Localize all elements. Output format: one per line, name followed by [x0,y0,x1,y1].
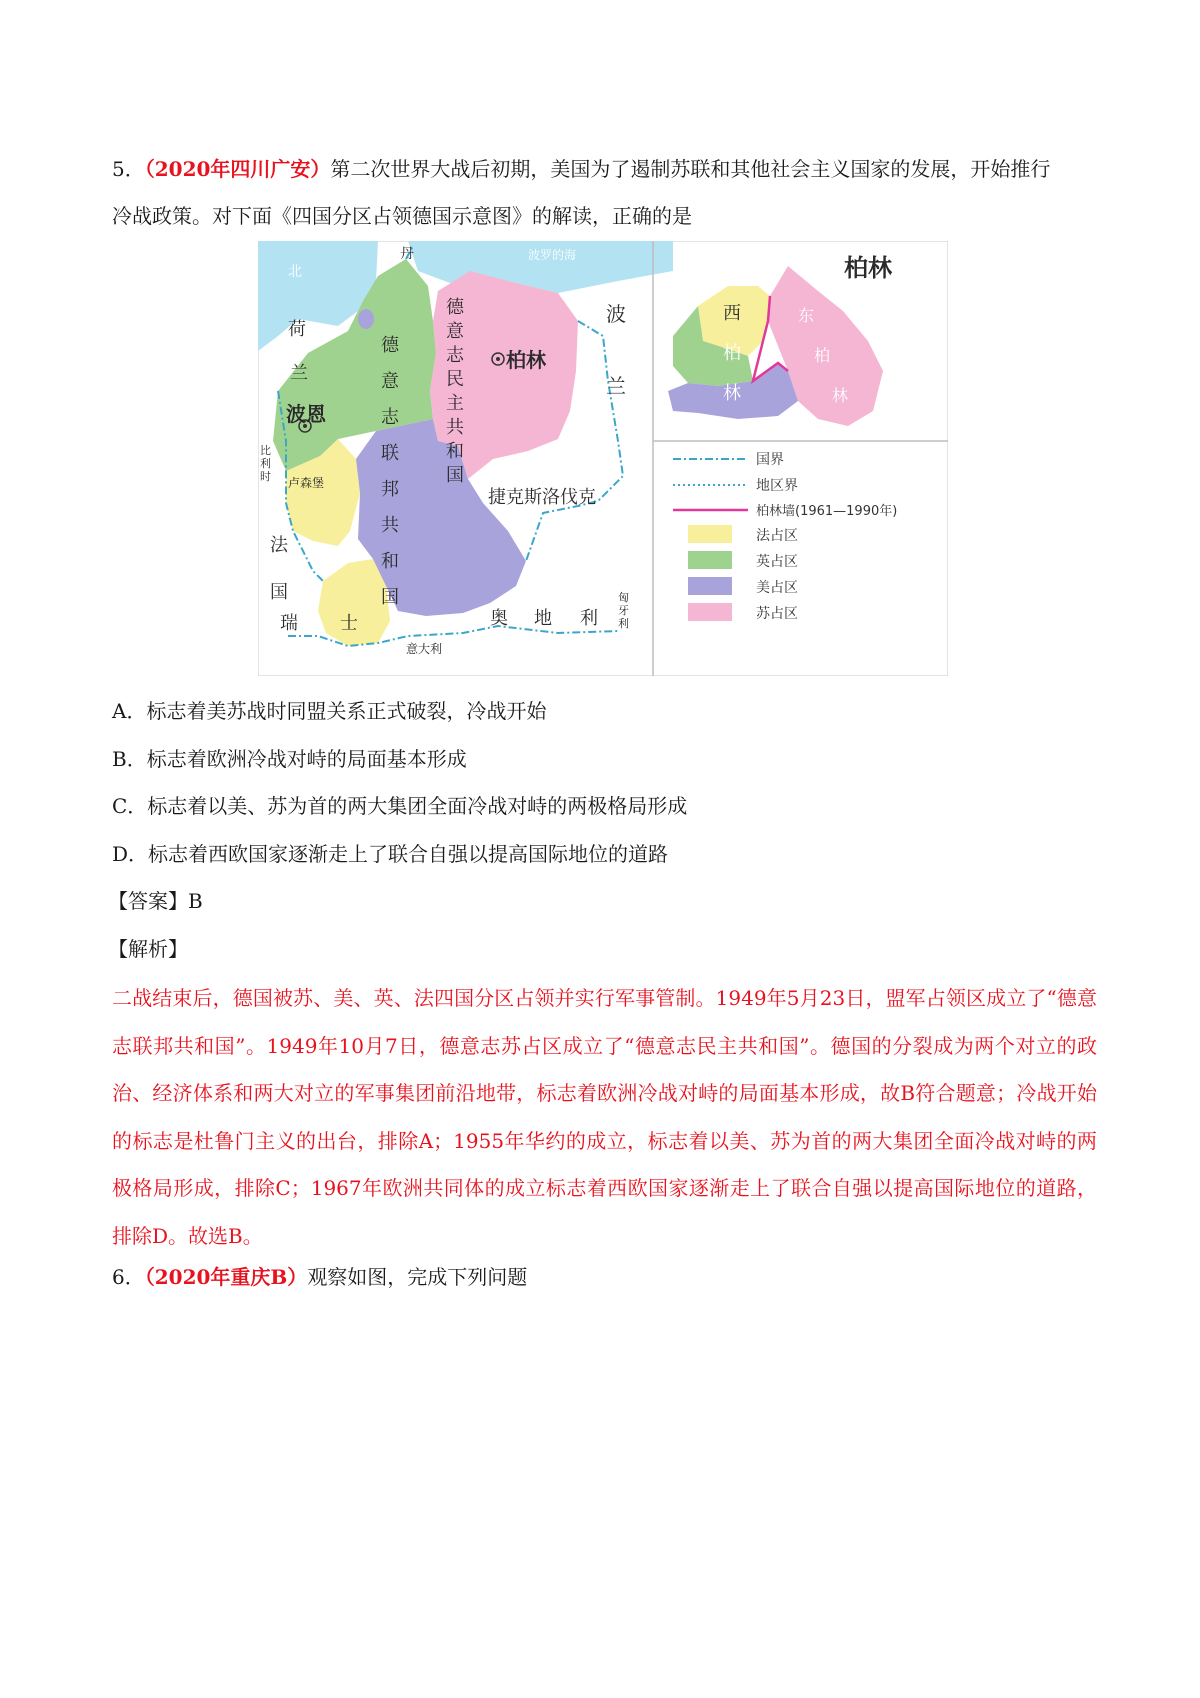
wg-char-3: 志 [381,407,399,428]
option-d: D．标志着西欧国家逐渐走上了联合自强以提高国际地位的道路 [112,842,669,866]
question-6-stem: 观察如图，完成下列问题 [307,1265,528,1289]
eg-char-2: 意 [446,321,464,342]
label-luxembourg: 卢森堡 [288,476,325,490]
label-france-1: 法 [270,535,288,556]
label-baltic-sea: 波罗的海 [528,248,577,262]
label-poland-1: 波 [606,302,626,326]
label-bonn: 波恩 [286,402,326,426]
label-belgium-2: 利 [260,457,271,470]
label-italy: 意大利 [406,642,443,656]
label-switzerland-1: 瑞 [280,613,298,634]
wg-char-1: 德 [381,335,399,356]
question-5-number: 5． [112,157,145,181]
west-berlin-char-2: 柏 [723,343,741,364]
east-berlin-char-2: 柏 [814,346,831,365]
label-france-2: 国 [270,582,288,603]
east-berlin-char-3: 林 [832,386,849,405]
answer-label: 【答案】 [108,889,188,913]
legend-label-soviet-zone: 苏占区 [756,606,798,622]
eg-char-5: 主 [446,393,464,414]
legend-label-french-zone: 法占区 [756,528,798,544]
west-berlin-char-1: 西 [723,303,741,324]
analysis-label: 【解析】 [108,937,188,961]
legend-label-national-border: 国界 [756,452,784,468]
option-a: A．标志着美苏战时同盟关系正式破裂，冷战开始 [112,699,547,723]
occupation-map-figure [258,241,948,676]
label-austria-2: 地 [534,608,552,629]
eg-char-1: 德 [446,297,464,318]
wg-char-4: 联 [381,443,399,464]
legend-label-american-zone: 美占区 [756,580,798,596]
eg-char-8: 国 [446,465,464,486]
label-netherlands-2: 兰 [290,363,308,384]
berlin-inset-title: 柏林 [844,254,892,282]
question-5-source: （2020年四川广安） [144,157,331,181]
label-north-sea: 北 [288,264,302,280]
question-5-line-1 [112,155,1050,183]
label-hungary-1: 匈 [618,591,629,604]
west-berlin-char-3: 林 [723,383,741,404]
answer-value: B [188,889,203,913]
option-b: B．标志着欧洲冷战对峙的局面基本形成 [112,747,467,771]
east-berlin-char-1: 东 [798,306,815,325]
label-hungary-2: 牙 [618,604,629,617]
question-6-number: 6． [112,1265,145,1289]
eg-char-4: 民 [446,369,464,390]
wg-char-5: 邦 [381,479,399,500]
question-6-line [112,1263,527,1291]
analysis-text: 二战结束后，德国被苏、美、英、法四国分区占领并实行军事管制。1949年5月23日，盟军占领区成立了“德意志联邦共和国”。1949年10月7日，德意志苏占区成立了“德意志民主共和国”。德国的分裂成为两个对立的政治、经济体系和两大对立的军事集团前沿地带，标志着欧洲冷战对峙的局面基本形成，故B符合题意；冷战开始的标志是杜鲁门主义的出台，排除A；1955年华约的成立，标志着以美、苏为首的两大集团全面冷战对峙的两极格局形成，排除C；1967年欧洲共同体的成立标志着西欧国家逐渐走上了联合自强以提高国际地位的道路，排除D。故选B。 [112,986,1097,1248]
germany-occupation-map [258,241,948,676]
wg-char-2: 意 [381,371,399,392]
bremen-enclave [358,309,374,329]
label-netherlands-1: 荷 [288,319,306,340]
wg-char-8: 国 [381,587,399,608]
label-hungary-3: 利 [618,617,629,630]
label-switzerland-2: 士 [340,613,358,634]
answer-line [108,887,203,915]
label-czechoslovakia: 捷克斯洛伐克 [488,487,596,508]
legend-label-berlin-wall: 柏林墙(1961—1990年) [756,504,898,519]
label-belgium-1: 比 [260,444,271,457]
label-austria-3: 利 [580,608,598,629]
legend-label-british-zone: 英占区 [756,554,798,570]
wg-char-6: 共 [381,515,399,536]
label-denmark: 丹 [400,246,414,262]
label-berlin: 柏林 [506,348,546,372]
eg-char-7: 和 [446,441,464,462]
question-6-source: （2020年重庆B） [144,1265,308,1289]
legend-label-region-border: 地区界 [756,478,798,494]
question-5-line-2: 冷战政策。对下面《四国分区占领德国示意图》的解读，正确的是 [112,204,692,228]
label-austria-1: 奥 [490,608,508,629]
label-belgium-3: 时 [260,470,271,483]
question-5-stem-line-1: 第二次世界大战后初期，美国为了遏制苏联和其他社会主义国家的发展，开始推行 [330,157,1051,181]
eg-char-6: 共 [446,417,464,438]
wg-char-7: 和 [381,551,399,572]
option-c: C．标志着以美、苏为首的两大集团全面冷战对峙的两极格局形成 [112,794,688,818]
label-poland-2: 兰 [606,374,626,398]
eg-char-3: 志 [446,345,464,366]
